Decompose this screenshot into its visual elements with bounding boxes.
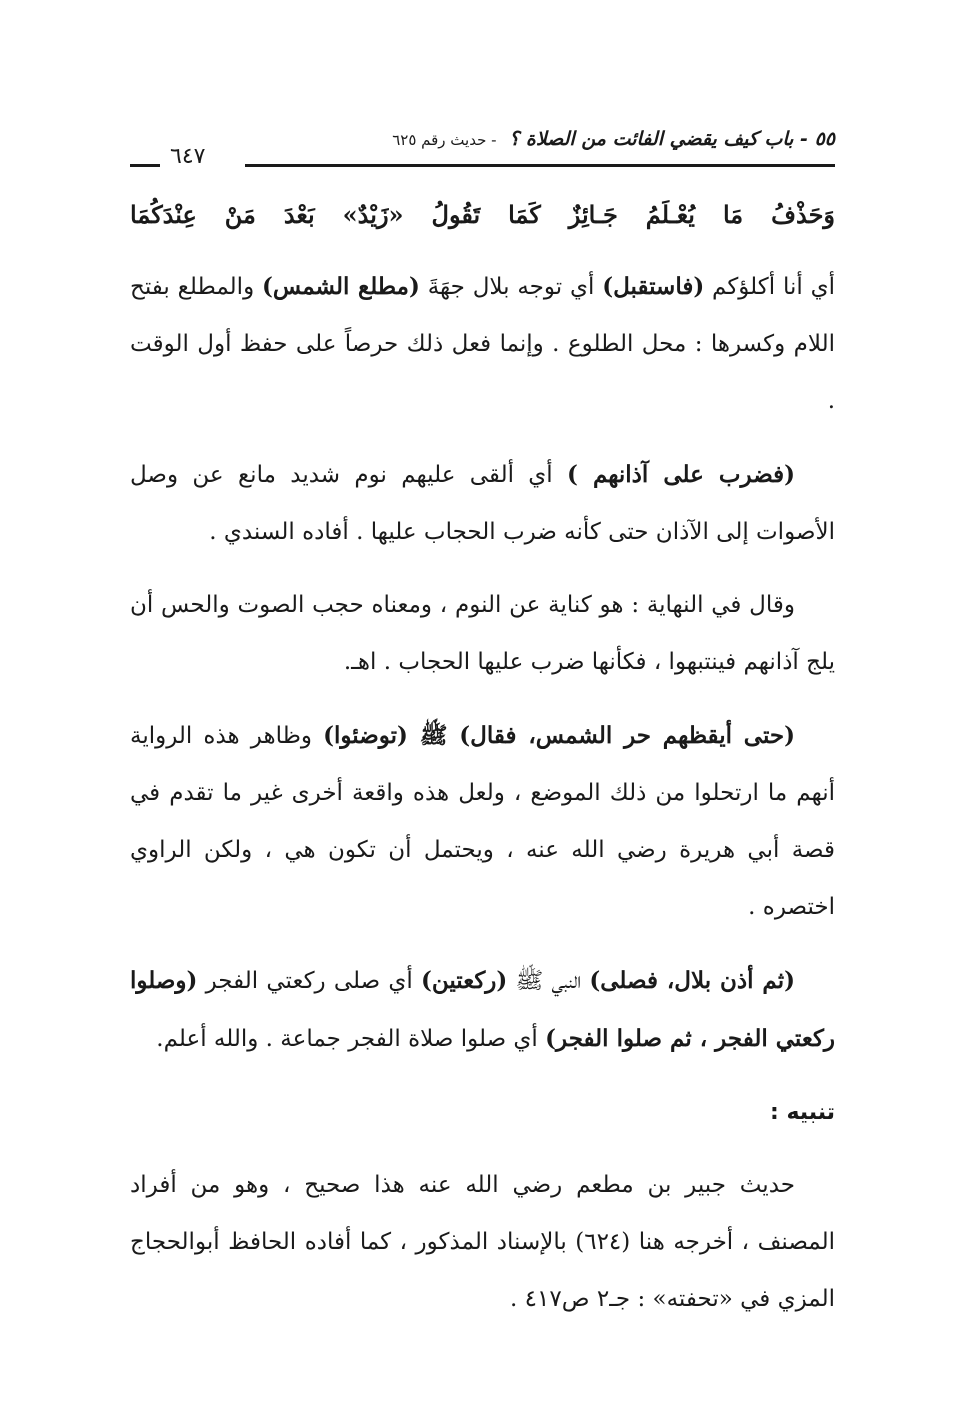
page-number: ٦٤٧ xyxy=(170,144,206,169)
bold-span: (ركعتين) xyxy=(420,967,508,994)
bold-span: (فضرب على آذانهم ) xyxy=(567,461,796,488)
bold-span: (حتى أيقظهم حر الشمس، فقال) ﷺ (توضئوا) xyxy=(323,722,795,749)
text-span: أي ألقى عليهم نوم شديد مانع عن وصل الأصوات إلى الآذان حتى كأنه ضرب الحجاب عليها . أفاده السندي . xyxy=(130,462,835,545)
text-span: أي صلوا صلاة الفجر جماعة . والله أعلم. xyxy=(156,1026,538,1052)
text-span: والمطلع بفتح اللام وكسرها : محل الطلوع . وإنما فعل ذلك حرصاً على حفظ أول الوقت . xyxy=(130,274,835,414)
chapter-title xyxy=(392,128,835,150)
text-span: أي صلى ركعتي الفجر xyxy=(205,968,413,994)
bold-span: (مطلع الشمس) xyxy=(262,273,420,300)
text-span: النبي ﷺ xyxy=(515,968,582,994)
paragraph-5 xyxy=(130,952,835,1068)
page-number-rule xyxy=(130,164,160,167)
text-span: وقال في النهاية : هو كناية عن النوم ، ومعناه حجب الصوت والحس أن يلج آذانهم فينتبهوا ، فكأنها ضرب عليها الحجاب . اهـ. xyxy=(130,592,835,675)
body-text xyxy=(130,258,835,1344)
paragraph-4 xyxy=(130,707,835,936)
text-span: حديث جبير بن مطعم رضي الله عنه هذا صحيح ، وهو من أفراد المصنف ، أخرجه هنا (٦٢٤) بالإسناد المذكور ، كما أفاده الحافظ أبوالحجاج المزي في «تحفته» : جـ٢ ص٤١٧ . xyxy=(130,1172,835,1312)
paragraph-3 xyxy=(130,577,835,691)
text-span: أي أنا أكلؤكم xyxy=(712,274,835,300)
bold-span: (فاستقبل) xyxy=(602,273,705,300)
text-span: أي توجه بلال جهَةَ xyxy=(427,274,595,300)
text-span: وظاهر هذه الرواية أنهم ما ارتحلوا من ذلك الموضع ، ولعل هذه واقعة أخرى غير ما تقدم في قصة أبي هريرة رضي الله عنه ، ويحتمل أن تكون هي ، ولكن الراوي اختصره . xyxy=(130,723,835,920)
paragraph-1 xyxy=(130,258,835,430)
header-rule xyxy=(245,164,835,167)
bold-span: (ثم أذن بلال، فصلى) xyxy=(589,967,795,994)
chapter-title-text: ٥٥ - باب كيف يقضي الفائت من الصلاة ؟ xyxy=(509,128,835,150)
bold-span: (وصلوا ركعتي الفجر ، ثم صلوا الفجر) xyxy=(130,967,835,1052)
paragraph-2 xyxy=(130,446,835,561)
note-heading: تنبيه : xyxy=(769,1100,835,1125)
hadith-reference: - حديث رقم ٦٢٥ xyxy=(392,131,497,149)
paragraph-6 xyxy=(130,1157,835,1328)
poetry-verse: وَحَذْفُ مَا يُعْـلَمُ جَـائِزٌ كَمَا تَقُولُ «زَيْدٌ» بَعْدَ مَنْ عِنْدَكُمَا xyxy=(130,200,835,229)
running-header xyxy=(130,124,835,174)
